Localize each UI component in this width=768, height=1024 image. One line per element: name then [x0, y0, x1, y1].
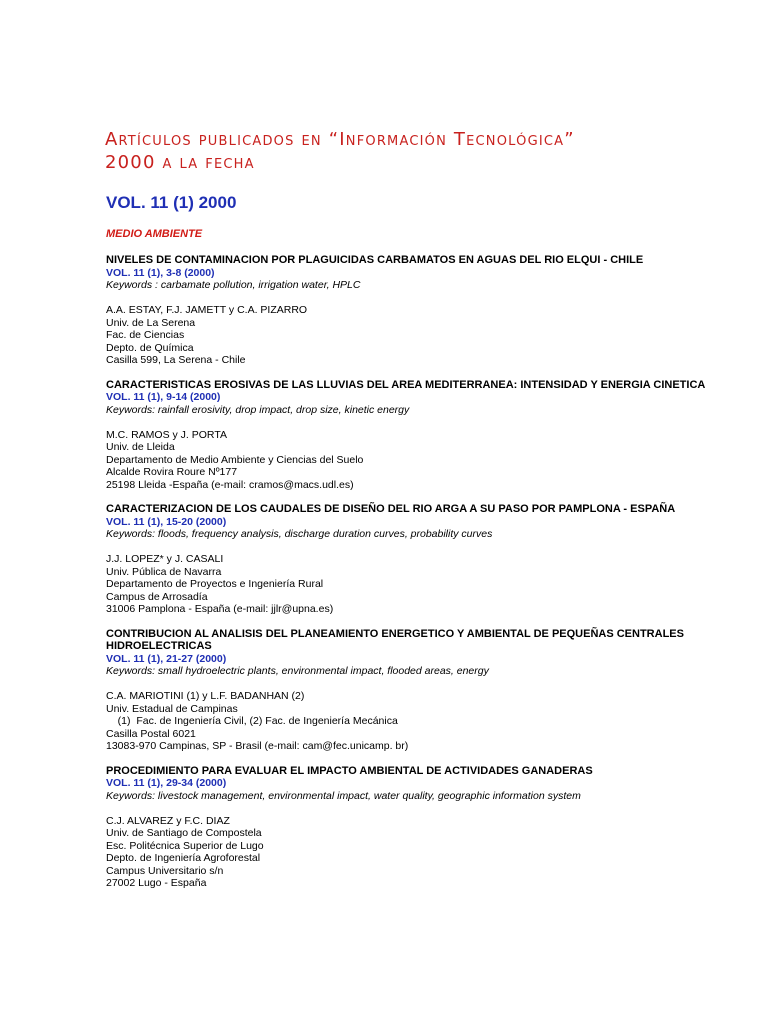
article-affiliation	[106, 703, 746, 753]
affiliation-line: Univ. de La Serena	[106, 316, 196, 329]
affiliation-line: Departamento de Medio Ambiente y Ciencias del Suelo	[106, 453, 364, 466]
affiliation-line: Univ. de Lleida	[106, 441, 175, 453]
article-title: CARACTERIZACION DE LOS CAUDALES DE DISEÑO DEL RIO ARGA A SU PASO POR PAMPLONA - ESPAÑA	[106, 503, 676, 515]
article-authors: C.J. ALVAREZ y F.C. DIAZ	[106, 814, 230, 827]
affiliation-line: Univ. Estadual de Campinas	[106, 702, 238, 715]
document-title	[105, 128, 746, 174]
affiliation-line: Depto. de Química	[106, 341, 194, 354]
article-entry	[106, 628, 746, 753]
article-title: CARACTERISTICAS EROSIVAS DE LAS LLUVIAS DEL AREA MEDITERRANEA: INTENSIDAD Y ENERGIA CINETICA	[106, 378, 706, 391]
article-authors: C.A. MARIOTINI (1) y L.F. BADANHAN (2)	[106, 690, 305, 702]
volume-heading: VOL. 11 (1) 2000	[106, 193, 237, 212]
article-entry	[106, 254, 746, 367]
affiliation-line: 27002 Lugo - España	[106, 877, 207, 889]
article-title: PROCEDIMIENTO PARA EVALUAR EL IMPACTO AMBIENTAL DE ACTIVIDADES GANADERAS	[106, 764, 593, 777]
article-authors: A.A. ESTAY, F.J. JAMETT y C.A. PIZARRO	[106, 304, 308, 316]
affiliation-line: Esc. Politécnica Superior de Lugo	[106, 839, 264, 852]
affiliation-line: (1) Fac. de Ingeniería Civil, (2) Fac. de Ingeniería Mecánica	[106, 715, 398, 727]
affiliation-line: 31006 Pamplona - España (e-mail: jjlr@upna.es)	[106, 603, 334, 615]
article-keywords: Keywords: small hydroelectric plants, environmental impact, flooded areas, energy	[106, 665, 489, 677]
document-title-line-1: Artículos publicados en “Información Tecnológica”	[105, 129, 575, 150]
article-keywords: Keywords: floods, frequency analysis, discharge duration curves, probability curves	[106, 528, 493, 540]
document-page	[106, 128, 746, 902]
article-authors: M.C. RAMOS y J. PORTA	[106, 428, 227, 441]
article-title: NIVELES DE CONTAMINACION POR PLAGUICIDAS CARBAMATOS EN AGUAS DEL RIO ELQUI - CHILE	[106, 254, 644, 266]
affiliation-line: Depto. de Ingeniería Agroforestal	[106, 852, 261, 864]
affiliation-line: Univ. Pública de Navarra	[106, 565, 222, 578]
article-reference: VOL. 11 (1), 3-8 (2000)	[106, 266, 215, 279]
article-keywords: Keywords: livestock management, environmental impact, water quality, geographic information system	[106, 789, 581, 802]
affiliation-line: Casilla Postal 6021	[106, 727, 196, 740]
affiliation-line: 25198 Lleida -España (e-mail: cramos@macs.udl.es)	[106, 478, 354, 491]
affiliation-line: 13083-970 Campinas, SP - Brasil (e-mail: cam@fec.unicamp. br)	[106, 740, 409, 752]
affiliation-line: Univ. de Santiago de Compostela	[106, 827, 262, 839]
article-title: CONTRIBUCION AL ANALISIS DEL PLANEAMIENTO ENERGETICO Y AMBIENTAL DE PEQUEÑAS CENTRALES HIDROELECTRICAS	[106, 627, 684, 652]
article-reference: VOL. 11 (1), 21-27 (2000)	[106, 652, 227, 665]
article-reference: VOL. 11 (1), 9-14 (2000)	[106, 391, 221, 403]
article-entry	[106, 379, 746, 492]
section-heading: MEDIO AMBIENTE	[106, 228, 203, 240]
article-keywords: Keywords : carbamate pollution, irrigation water, HPLC	[106, 279, 361, 291]
document-title-line-2: 2000 a la fecha	[105, 152, 255, 173]
article-affiliation	[106, 441, 746, 491]
affiliation-line: Alcalde Rovira Roure Nº177	[106, 466, 238, 478]
article-reference: VOL. 11 (1), 15-20 (2000)	[106, 515, 227, 528]
article-list	[106, 254, 746, 890]
article-reference: VOL. 11 (1), 29-34 (2000)	[106, 777, 227, 789]
article-affiliation	[106, 566, 746, 616]
article-authors: J.J. LOPEZ* y J. CASALI	[106, 553, 224, 565]
affiliation-line: Campus Universitario s/n	[106, 864, 224, 877]
article-affiliation	[106, 317, 746, 367]
article-affiliation	[106, 827, 746, 890]
article-entry	[106, 765, 746, 890]
affiliation-line: Casilla 599, La Serena - Chile	[106, 354, 246, 366]
affiliation-line: Departamento de Proyectos e Ingeniería Rural	[106, 578, 324, 590]
article-keywords: Keywords: rainfall erosivity, drop impact, drop size, kinetic energy	[106, 403, 410, 416]
affiliation-line: Fac. de Ciencias	[106, 329, 185, 341]
affiliation-line: Campus de Arrosadía	[106, 590, 208, 603]
article-entry	[106, 503, 746, 616]
